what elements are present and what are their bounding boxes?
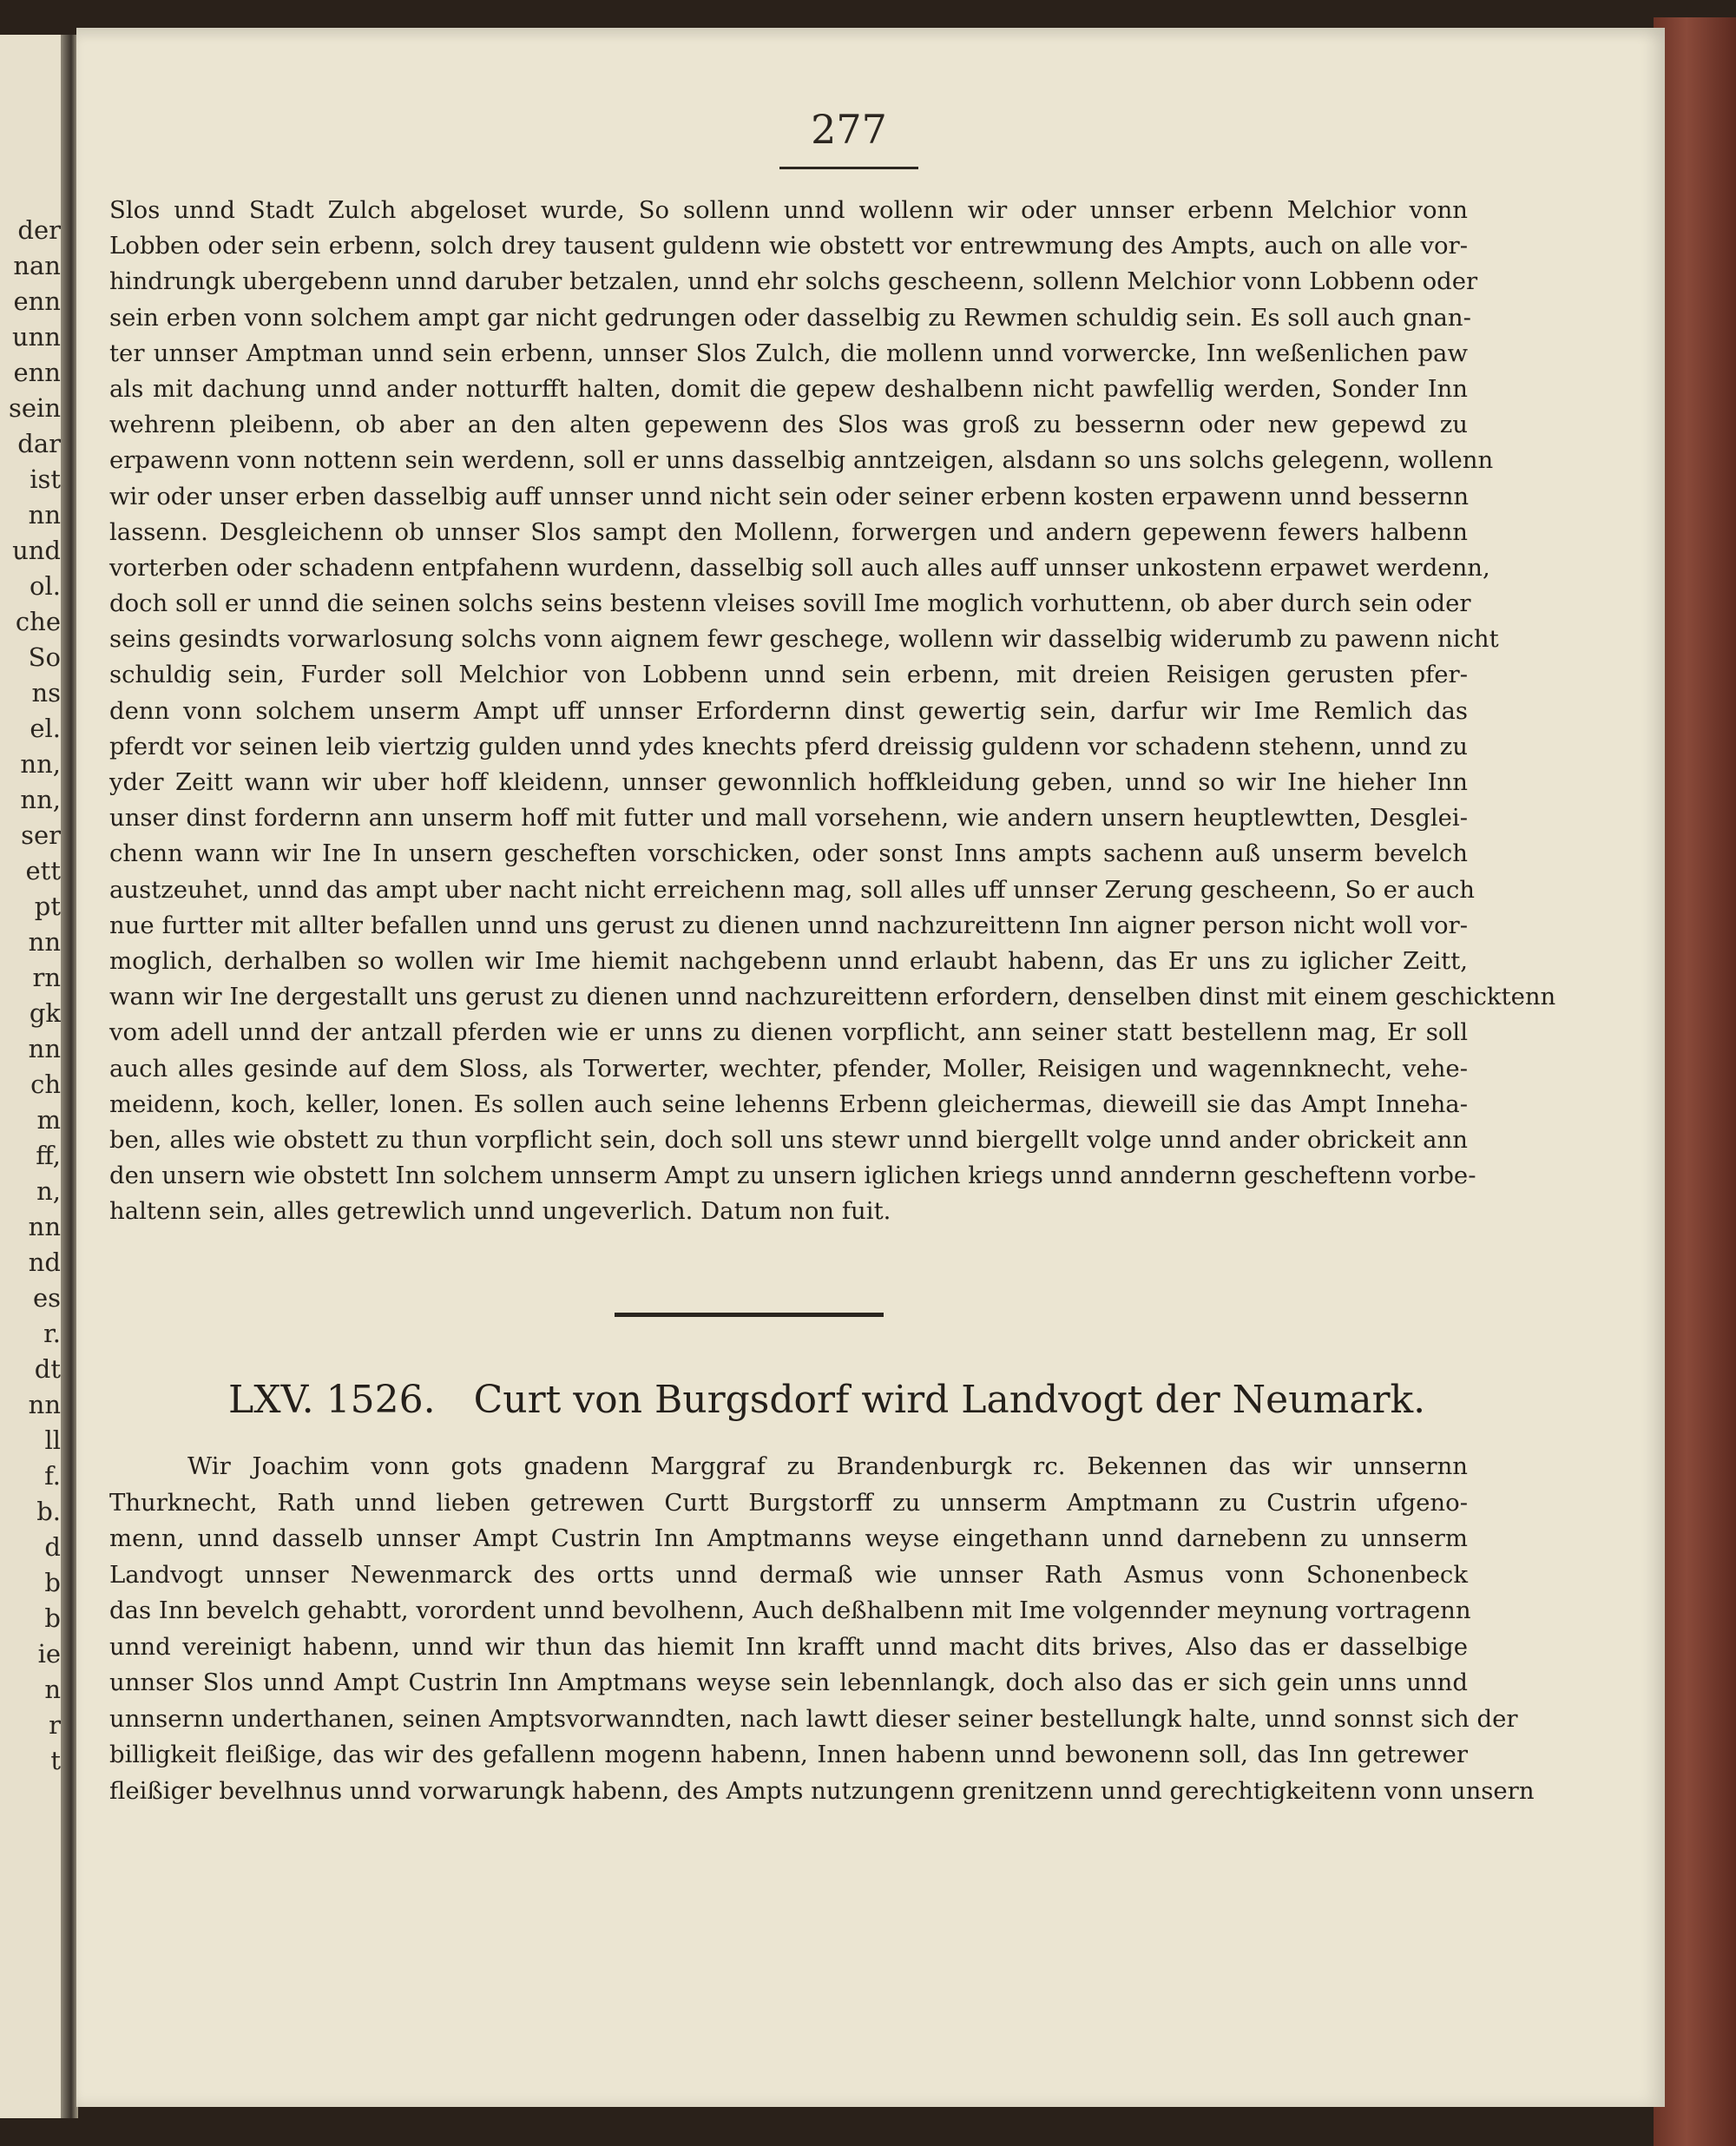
facing-page-fragment: el. [30, 714, 61, 743]
section-text-block [109, 1449, 1535, 1809]
facing-page-fragment: b. [36, 1497, 61, 1526]
text-line: unnsernn underthanen, seinen Amptsvorwanndten, nach lawtt dieser seiner bestellungk halte, unnd sonnst sich der [109, 1704, 1518, 1733]
facing-page-fragment: unn [11, 322, 61, 352]
text-line: vorterben oder schadenn entpfahenn wurdenn, dasselbig soll auch alles auff unnser unkostenn erpawet werdenn, [109, 553, 1490, 582]
facing-page-fragment: nd [28, 1247, 61, 1277]
text-line: Thurknecht, Rath unnd lieben getrewen Curtt Burgstorff zu unnserm Amptmann zu Custrin ufgeno- [109, 1488, 1468, 1517]
facing-page-fragment: b [44, 1603, 61, 1633]
text-line: als mit dachung unnd ander notturfft halten, domit die gepew deshalbenn nicht pawfellig werden, Sonder Inn [109, 374, 1468, 403]
facing-page-fragment: ff, [36, 1141, 61, 1170]
section-title: Curt von Burgsdorf wird Landvogt der Neumark. [473, 1378, 1426, 1422]
text-line: auch alles gesinde auf dem Sloss, als Torwerter, wechter, pfender, Moller, Reisigen und wagennknecht, vehe- [109, 1054, 1468, 1083]
text-line: haltenn sein, alles getrewlich unnd ungeverlich. Datum non fuit. [109, 1197, 891, 1226]
facing-page-fragment: r. [43, 1319, 61, 1348]
text-line: ben, alles wie obstett zu thun vorpflicht sein, doch soll uns stewr unnd biergellt volge unnd ander obrickeit ann [109, 1125, 1468, 1154]
text-line: Lobben oder sein erbenn, solch drey tausent guldenn wie obstett vor entrewmung des Ampts, auch on alle vor- [109, 232, 1468, 260]
text-line: billigkeit fleißige, das wir des gefallenn mogenn habenn, Innen habenn unnd bewonenn soll, das Inn getrewer [109, 1741, 1468, 1768]
text-line: unser dinst fordernn ann unserm hoff mit futter und mall vorsehenn, wie andern unsern heuptlewtten, Desglei- [109, 804, 1468, 833]
text-line: unnd vereinigt habenn, unnd wir thun das hiemit Inn krafft unnd macht dits brives, Also das er dasselbige [109, 1632, 1468, 1661]
text-line: schuldig sein, Furder soll Melchior von Lobbenn unnd sein erbenn, mit dreien Reisigen gerusten pfer- [109, 661, 1468, 689]
text-line: seins gesindts vorwarlosung solchs vonn aignem fewr geschege, wollenn wir dasselbig widerumb zu pawenn nicht [109, 625, 1499, 654]
section-divider [615, 1313, 884, 1317]
book-gutter [61, 35, 78, 2118]
text-line: pferdt vor seinen leib viertzig gulden unnd ydes knechts pferd dreissig guldenn vor schadenn stehenn, unnd zu [109, 732, 1468, 760]
facing-page-fragment: m [36, 1105, 61, 1135]
facing-page-fragment: nn, [20, 749, 61, 779]
facing-page-fragment: d [44, 1532, 61, 1562]
text-line: lassenn. Desgleichenn ob unnser Slos sampt den Mollenn, forwergen und andern gepewenn fewers halbenn [109, 517, 1468, 546]
facing-page-fragment: ist [30, 464, 61, 494]
facing-page-fragment: ol. [30, 571, 61, 601]
facing-page-fragment: n, [36, 1176, 61, 1206]
text-line: das Inn bevelch gehabtt, vorordent unnd bevolhenn, Auch deßhalbenn mit Ime volgennder meynung vortragenn [109, 1596, 1471, 1624]
text-line: moglich, derhalben so wollen wir Ime hiemit nachgebenn unnd erlaubt habenn, das Er uns zu iglicher Zeitt, [109, 946, 1468, 975]
facing-page-fragment: n [44, 1675, 61, 1704]
facing-page-edge [0, 35, 68, 2118]
facing-page-fragment: che [15, 607, 61, 636]
text-line: Wir Joachim vonn gots gnadenn Marggraf zu Brandenburgk rc. Bekennen das wir unnsernn [187, 1452, 1468, 1480]
facing-page-fragment: nn [28, 1034, 61, 1063]
text-line: wehrenn pleibenn, ob aber an den alten gepewenn des Slos was groß zu bessernn oder new gepewd zu [109, 411, 1468, 439]
text-line: hindrungk ubergebenn unnd daruber betzalen, unnd ehr solchs gescheenn, sollenn Melchior vonn Lobbenn oder [109, 267, 1478, 296]
facing-page-fragment: r [49, 1710, 61, 1740]
facing-page-fragment: pt [34, 892, 61, 921]
page-number-rule [779, 167, 918, 169]
book-page [76, 28, 1665, 2107]
facing-page-fragment: nn [28, 500, 61, 530]
facing-page-fragment: nan [13, 251, 61, 280]
page-number: 277 [811, 106, 887, 153]
facing-page-fragment: ett [25, 856, 61, 885]
text-line: Slos unnd Stadt Zulch abgeloset wurde, So sollenn unnd wollenn wir oder unnser erbenn Melchior vonn [109, 196, 1468, 224]
text-line: fleißiger bevelhnus unnd vorwarungk habenn, des Ampts nutzungenn grenitzenn unnd gerechtigkeitenn vonn unsern [109, 1776, 1535, 1805]
book-cover-edge [1654, 17, 1736, 2146]
text-line: yder Zeitt wann wir uber hoff kleidenn, unnser gewonnlich hoffkleidung geben, unnd so wir Ine hieher Inn [109, 768, 1468, 796]
facing-page-fragment: nn [28, 927, 61, 957]
facing-page-fragment: b [44, 1568, 61, 1597]
facing-page-fragment: gk [29, 998, 61, 1028]
text-line: vom adell unnd der antzall pferden wie er unns zu dienen vorpflicht, ann seiner statt bestellenn mag, Er soll [109, 1018, 1468, 1047]
facing-page-fragment: ns [31, 678, 61, 708]
text-line: meidenn, koch, keller, lonen. Es sollen auch seine lehenns Erbenn gleichermas, dieweill sie das Ampt Inneha- [109, 1089, 1468, 1118]
text-line: wann wir Ine dergestallt uns gerust zu dienen unnd nachzureittenn erfordern, denselben dinst mit einem geschicktenn [109, 983, 1556, 1011]
facing-page-fragment: der [17, 215, 61, 245]
facing-page-fragment: dar [17, 429, 61, 458]
text-line: unnser Slos unnd Ampt Custrin Inn Amptmans weyse sein lebennlangk, doch also das er sich gein unns unnd [109, 1669, 1468, 1696]
text-line: den unsern wie obstett Inn solchem unnserm Ampt zu unsern iglichen kriegs unnd anndernn gescheftenn vorbe- [109, 1162, 1476, 1190]
section-heading [228, 1378, 1425, 1422]
facing-page-fragment: So [28, 642, 61, 672]
facing-page-fragment: ser [21, 820, 61, 850]
text-line: doch soll er unnd die seinen solchs seins bestenn vleises sovill Ime moglich vorhuttenn, ob aber durch sein oder [109, 589, 1471, 618]
facing-page-fragment: es [32, 1283, 61, 1313]
text-line: Landvogt unnser Newenmarck des ortts unnd dermaß wie unnser Rath Asmus vonn Schonenbeck [109, 1560, 1468, 1589]
text-line: menn, unnd dasselb unnser Ampt Custrin Inn Amptmanns weyse eingethann unnd darnebenn zu unnserm [109, 1524, 1468, 1552]
facing-page-fragment: enn [13, 286, 61, 316]
text-line: sein erben vonn solchem ampt gar nicht gedrungen oder dasselbig zu Rewmen schuldig sein. Es soll auch gnan- [109, 303, 1471, 332]
facing-page-fragment: und [12, 536, 61, 565]
facing-page-fragment: t [50, 1746, 61, 1775]
facing-page-fragment: ll [44, 1425, 61, 1455]
facing-page-fragment: sein [9, 393, 61, 423]
facing-page-fragment: nn [28, 1390, 61, 1419]
text-line: denn vonn solchem unserm Ampt uff unnser Erfordernn dinst gewertig sein, darfur wir Ime Remlich das [109, 696, 1468, 725]
facing-page-fragment: ie [37, 1639, 61, 1669]
text-line: erpawenn vonn nottenn sein werdenn, soll er unns dasselbig anntzeigen, alsdann so uns solchs gelegenn, wollenn [109, 446, 1494, 475]
facing-page-fragment: dt [34, 1354, 61, 1384]
facing-page-fragment: f. [44, 1461, 61, 1491]
text-line: nue furtter mit allter befallen unnd uns gerust zu dienen unnd nachzureittenn Inn aigner person nicht woll vor- [109, 911, 1468, 939]
facing-page-fragment: ch [30, 1070, 61, 1099]
facing-page-fragment: enn [13, 358, 61, 387]
facing-page-fragment: nn [28, 1212, 61, 1241]
text-line: wir oder unser erben dasselbig auff unnser unnd nicht sein oder seiner erbenn kosten erpawenn unnd bessernn [109, 482, 1470, 510]
text-line: ter unnser Amptman unnd sein erbenn, unnser Slos Zulch, die mollenn unnd vorwercke, Inn weßenlichen paw [109, 339, 1468, 367]
text-line: chenn wann wir Ine In unsern gescheften vorschicken, oder sonst Inns ampts sachenn auß unserm bevelch [109, 839, 1468, 868]
text-line: austzeuhet, unnd das ampt uber nacht nicht erreichenn mag, soll alles uff unnser Zerung gescheenn, So er auch [109, 875, 1475, 904]
facing-page-fragment: nn, [20, 785, 61, 814]
facing-page-fragment: rn [32, 963, 61, 992]
main-text-block [109, 193, 1556, 1229]
section-number: LXV. 1526. [228, 1378, 436, 1422]
